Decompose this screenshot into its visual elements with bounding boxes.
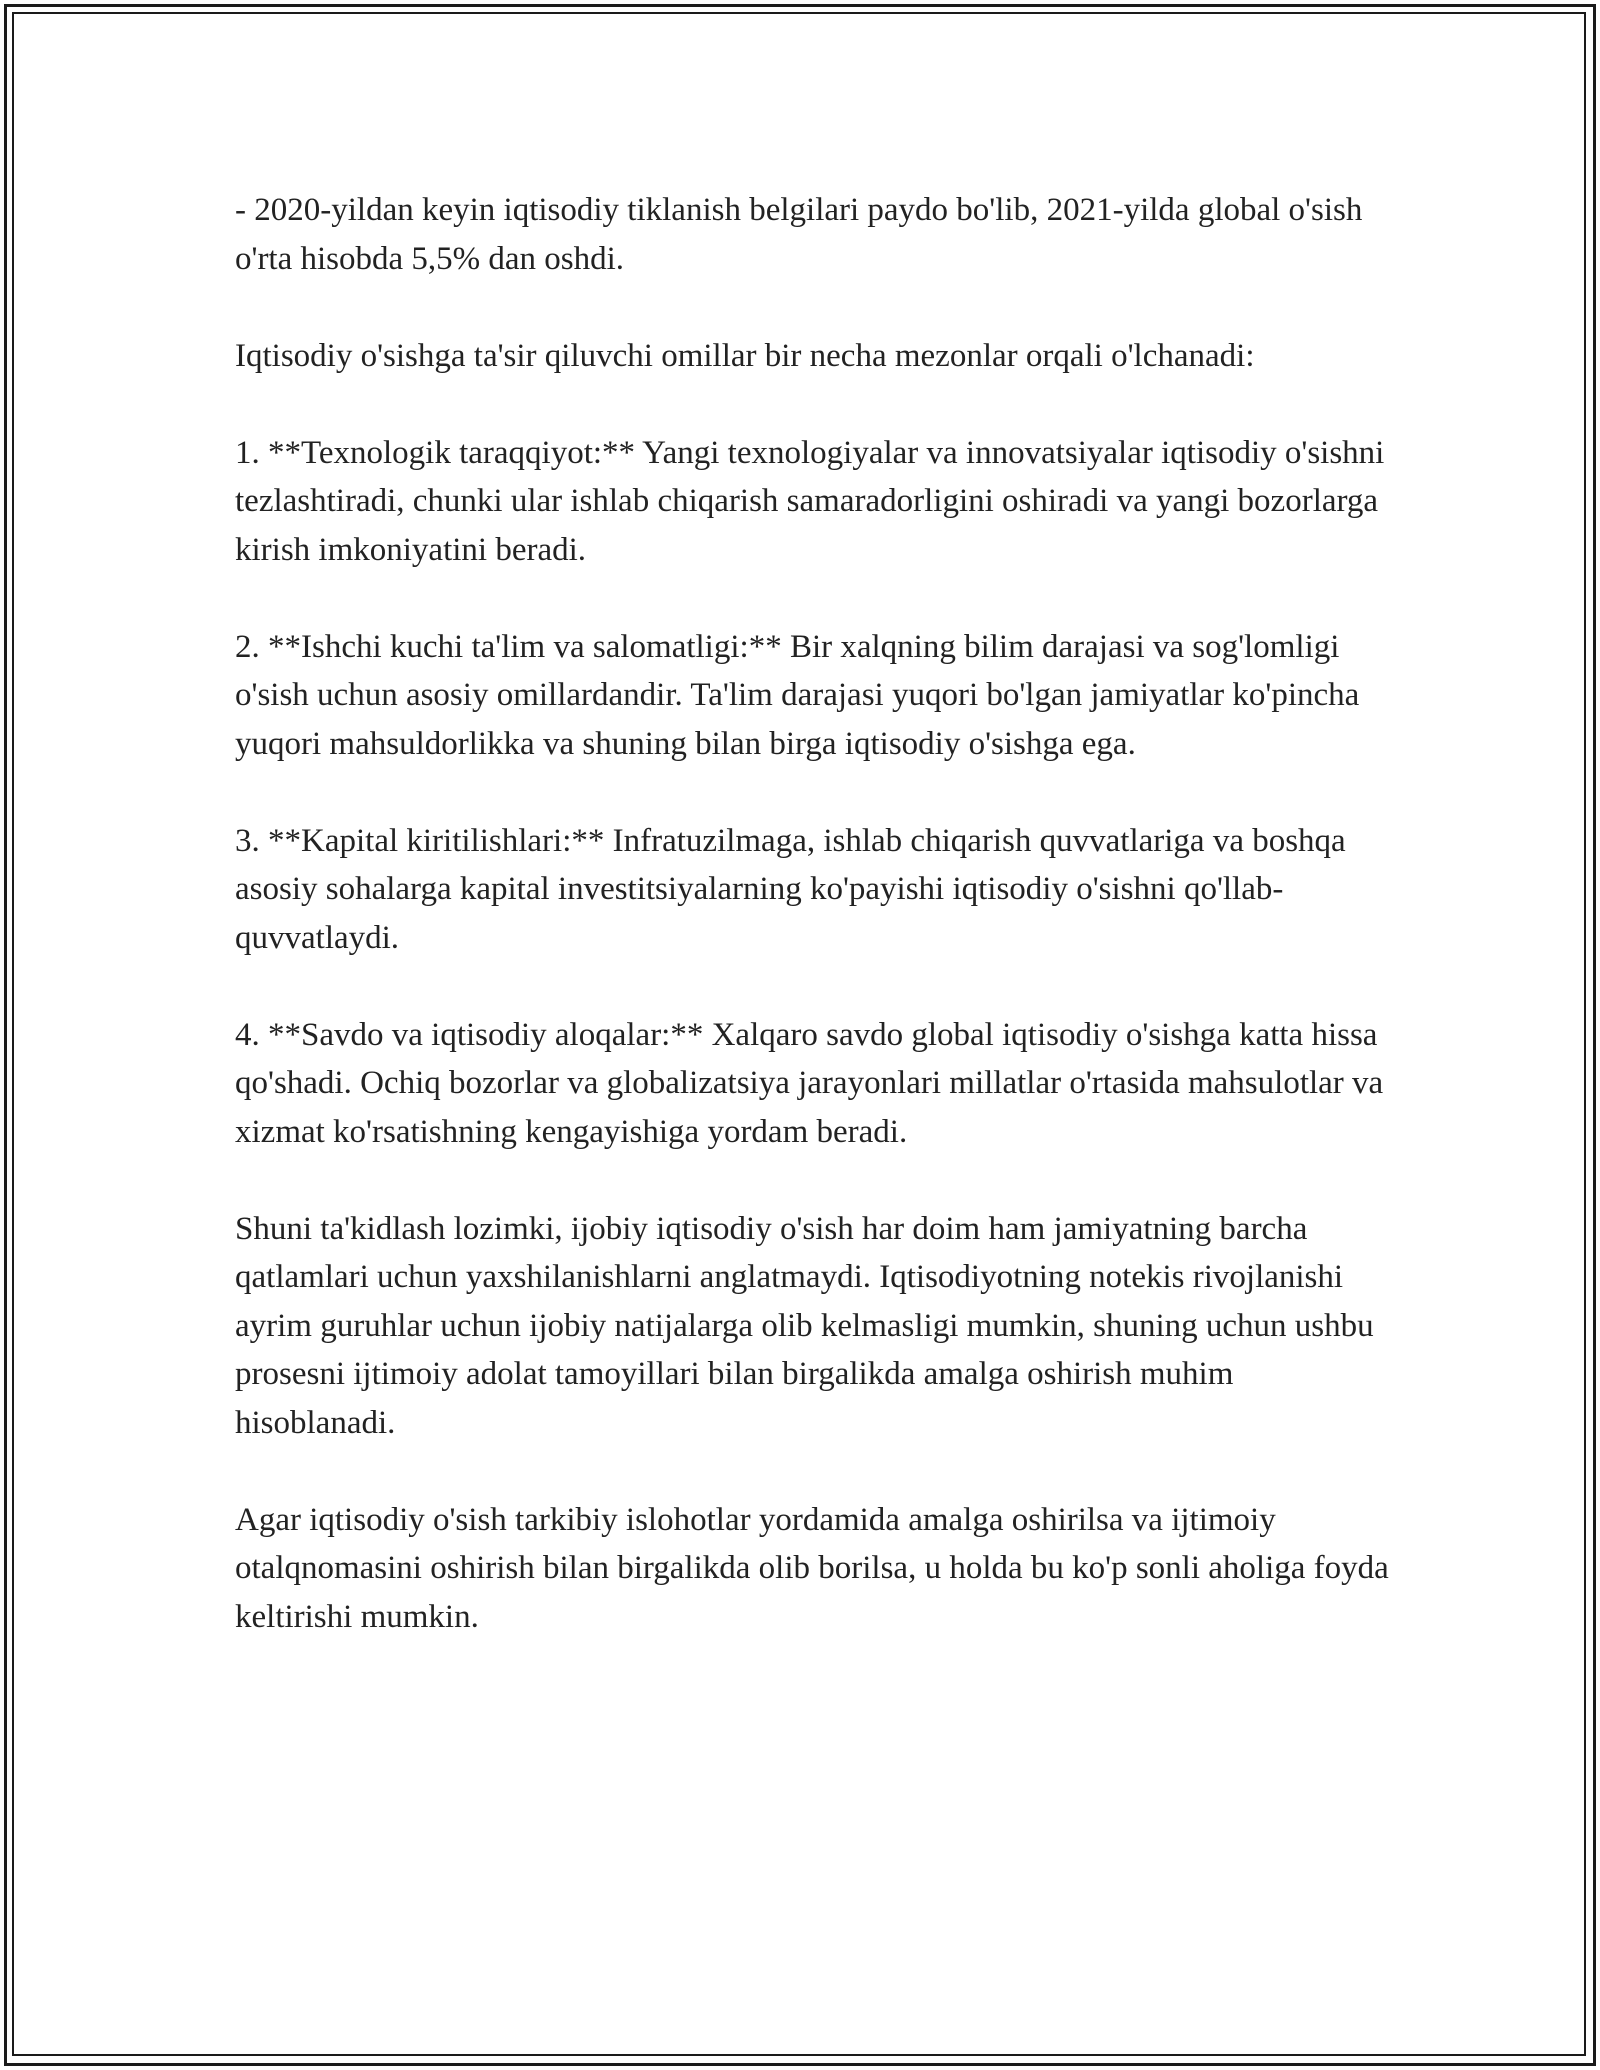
paragraph-economic-recovery: - 2020-yildan keyin iqtisodiy tiklanish belgilari paydo bo'lib, 2021-yilda global o'sish o'rta hisobda 5,5% dan oshdi. <box>235 192 1363 277</box>
paragraph-conclusion: Agar iqtisodiy o'sish tarkibiy islohotlar yordamida amalga oshirilsa va ijtimoiy otalqnomasini oshirish bilan birgalikda olib borilsa, u holda bu ko'p sonli aholiga foyda keltirishi mumkin. <box>235 1501 1389 1635</box>
document-body <box>235 186 1395 1690</box>
list-item-trade-economic-relations: 4. **Savdo va iqtisodiy aloqalar:** Xalqaro savdo global iqtisodiy o'sishga katta hissa qo'shadi. Ochiq bozorlar va globalizatsiya jarayonlari millatlar o'rtasida mahsulotlar va xizmat ko'rsatishning kengayishiga yordam beradi. <box>235 1016 1384 1150</box>
list-item-capital-investment: 3. **Kapital kiritilishlari:** Infratuzilmaga, ishlab chiqarish quvvatlariga va boshqa asosiy sohalarga kapital investitsiyalarning ko'payishi iqtisodiy o'sishni qo'llab-quvvatlaydi. <box>235 822 1346 956</box>
paragraph-inequality-note: Shuni ta'kidlash lozimki, ijobiy iqtisodiy o'sish har doim ham jamiyatning barcha qatlamlari uchun yaxshilanishlarni anglatmaydi. Iqtisodiyotning notekis rivojlanishi ayrim guruhlar uchun ijobiy natijalarga olib kelmasligi mumkin, shuning uchun ushbu prosesni ijtimoiy adolat tamoyillari bilan birgalikda amalga oshirish muhim hisoblanadi. <box>235 1210 1374 1441</box>
list-item-technological-progress: 1. **Texnologik taraqqiyot:** Yangi texnologiyalar va innovatsiyalar iqtisodiy o'sishni tezlashtiradi, chunki ular ishlab chiqarish samaradorligini oshiradi va yangi bozorlarga kirish imkoniyatini beradi. <box>235 434 1385 568</box>
list-item-workforce-education-health: 2. **Ishchi kuchi ta'lim va salomatligi:** Bir xalqning bilim darajasi va sog'lomligi o'sish uchun asosiy omillardandir. Ta'lim darajasi yuqori bo'lgan jamiyatlar ko'pincha yuqori mahsuldorlikka va shuning bilan birga iqtisodiy o'sishga ega. <box>235 628 1360 762</box>
paragraph-growth-factors-intro: Iqtisodiy o'sishga ta'sir qiluvchi omillar bir necha mezonlar orqali o'lchanadi: <box>235 337 1255 374</box>
